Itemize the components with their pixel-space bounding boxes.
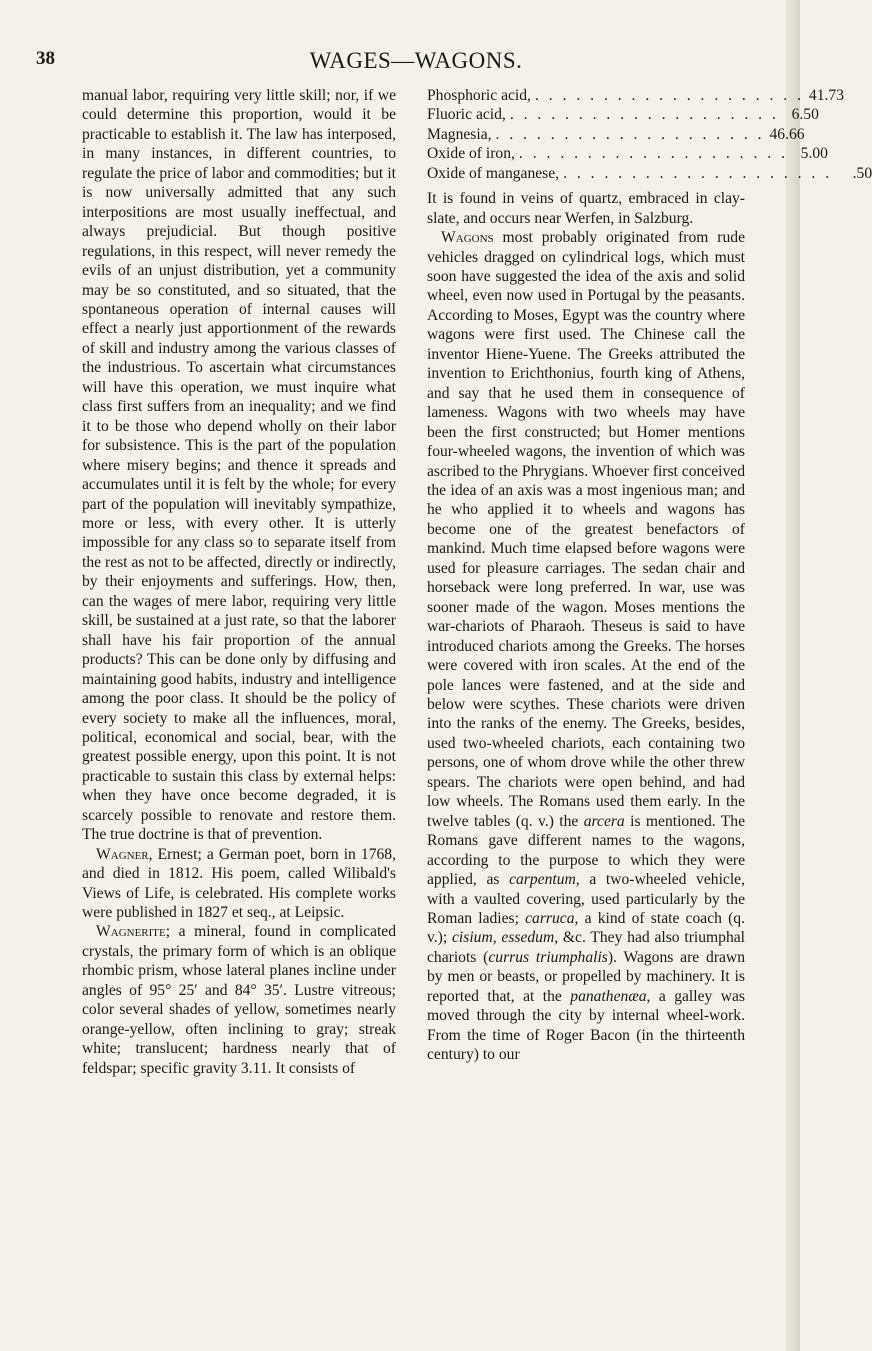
term-cisium: cisium, essedum, <box>452 929 559 947</box>
composition-name: Oxide of manganese, <box>427 164 560 182</box>
entry-text-wagner: , Ernest; a German poet, born in 1768, and died in 1812. His poem, called Wilibald's Views of Life, is celebrated. His complete works were published in 1827 et seq., at Leipsic. <box>82 845 396 922</box>
composition-value: 6.50 <box>791 106 819 124</box>
wagnerite-occurrence: It is found in veins of quartz, embraced in clay-slate, and occurs near Werfen, in Salzburg. <box>427 190 745 227</box>
composition-value: 46.66 <box>769 125 805 143</box>
term-panathenaea: panathenæa <box>570 987 647 1005</box>
term-arcera: arcera <box>583 812 625 830</box>
page-edge <box>786 0 800 1351</box>
left-column <box>82 86 396 1078</box>
composition-row: Oxide of iron, . . . . . . . . . . . . . . . . . . . . 5.00 <box>427 145 828 163</box>
composition-name: Oxide of iron, <box>427 145 515 163</box>
page-number: 38 <box>36 48 55 69</box>
page-header <box>36 48 756 84</box>
wagons-text: most probably originated from rude vehicles dragged on cylindrical logs, which must soon have suggested the idea of the axis and solid wheel, even now used in Portugal by the peasants. According to Moses, Egypt was the country where wagons were first used. The Chinese call the inventor Hiene-Yuene. The Greeks attributed the invention to Erichthonius, fourth king of Athens, and say that he used them in consequence of lameness. Wagons with two wheels may have been the first constructed; but Homer mentions four-wheeled wagons, the invention of which was ascribed to the Phrygians. Whoever first conceived the idea of an axis was a most ingenious man; and he who applied it to wheels and wagons has become one of the greatest benefactors of mankind. Much time elapsed before wagons were used for pleasure carriages. The sedan chair and horseback were long preferred. In war, use was sooner made of the wagon. Moses mentions the war-chariots of Pharaoh. Theseus is said to have introduced chariots among the Greeks. The horses were covered with iron scales. At the end of the pole lances were fastened, and at the side and below were scythes. These chariots were driven into the ranks of the enemy. The Greeks, besides, used two-wheeled chariots, each containing two persons, one of whom drove while the other threw spears. The chariots were open behind, and had low wheels. The Romans used them early. In the twelve tables (q. v.) the <box>427 229 745 830</box>
entry-wagons <box>427 228 745 1064</box>
composition-value: 41.73 <box>808 87 844 104</box>
composition-name: Magnesia, <box>427 125 492 143</box>
wagons-text: , a kind of state coach (q. v.); <box>427 909 745 947</box>
term-carruca: carruca <box>525 909 575 927</box>
right-column <box>427 86 872 1065</box>
wages-paragraph: manual labor, requiring very little skill; nor, if we could determine this proportion, would it be practicable to establish it. The law has interposed, in many instances, in different countries, to regulate the price of labor and commodities; but it is now universally admitted that any such interpositions are most usually ineffectual, and always prejudicial. But though positive regulations, in this respect, will never remedy the evils of an unjust distribution, yet a community may be so constituted, and so situated, that the spontaneous operation of internal causes will effect a nearly just apportionment of the rewards of skill and industry among the various classes of the industrious. To ascertain what circumstances will have this operation, we must inquire what class first suffers from an inequality; and we find it to be those who depend wholly on their labor for subsistence. This is the part of the population where misery begins; and thence it spreads and accumulates until it is felt by the whole; for every part of the population will inevitably sympathize, more or less, with every other. It is utterly impossible for any class so to separate itself from the rest as not to be affected, directly or indirectly, by their enjoyments and sufferings. How, then, can the wages of mere labor, requiring very little skill, be sustained at a just rate, so that the laborer shall have his fair proportion of the annual products? This can be done only by diffusing and maintaining good habits, industry and intelligence among the poor class. It should be the policy of every society to make all the influences, moral, political, economical and social, bear, with the greatest possible energy, upon this point. It is not practicable to sustain this class by external helps: when they have once become degraded, it is scarcely possible to renovate and restore them. The true doctrine is that of prevention. <box>82 87 396 844</box>
entry-head-wagons: Wagons <box>441 229 494 247</box>
wagons-text: &c. They had also triumphal chariots ( <box>427 929 745 966</box>
composition-row: Magnesia, . . . . . . . . . . . . . . . . . . . . 46.66 <box>427 125 805 143</box>
term-carpentum: carpentum <box>509 871 576 889</box>
term-currus: currus triumphalis <box>488 948 608 966</box>
wagons-text: , a two-wheeled vehicle, with a vaulted covering, used particularly by the Roman ladies; <box>427 871 745 927</box>
entry-wagnerite <box>82 922 396 1078</box>
composition-table <box>427 86 872 183</box>
running-head: WAGES—WAGONS. <box>309 48 523 73</box>
composition-value: .50 <box>852 164 872 182</box>
entry-head-wagnerite: Wagnerite <box>96 923 166 941</box>
composition-value: 5.00 <box>800 145 828 163</box>
entry-text-wagnerite: ; a mineral, found in complicated crystals, the primary form of which is an oblique rhombic prism, whose lateral planes incline under angles of 95° 25′ and 84° 35′. Lustre vitreous; color several shades of yellow, sometimes nearly orange-yellow, often inclining to gray; streak white; translucent; hardness nearly that of feldspar; specific gravity 3.11. It consists of <box>82 923 396 1077</box>
wagons-text: , a galley was moved through the city by internal wheel-work. From the time of Roger Bacon (in the thirteenth century) to our <box>427 987 745 1064</box>
composition-name: Phosphoric acid, <box>427 87 531 104</box>
composition-row: Oxide of manganese, . . . . . . . . . . . . . . . . . . . . .50 <box>427 164 872 182</box>
wagons-text: is mentioned. The Romans gave different names to the wagons, according to the purpose to which they were applied, as <box>427 812 746 889</box>
entry-wagner <box>82 845 396 923</box>
wagons-text: ). Wagons are drawn by men or beasts, or propelled by machinery. It is reported that, at the <box>427 948 745 1005</box>
composition-name: Fluoric acid, <box>427 106 506 124</box>
composition-row: Fluoric acid, . . . . . . . . . . . . . . . . . . . . 6.50 <box>427 106 819 124</box>
composition-row: Phosphoric acid, . . . . . . . . . . . . . . . . . . . . 41.73 <box>427 87 844 104</box>
entry-head-wagner: Wagner <box>96 845 149 863</box>
